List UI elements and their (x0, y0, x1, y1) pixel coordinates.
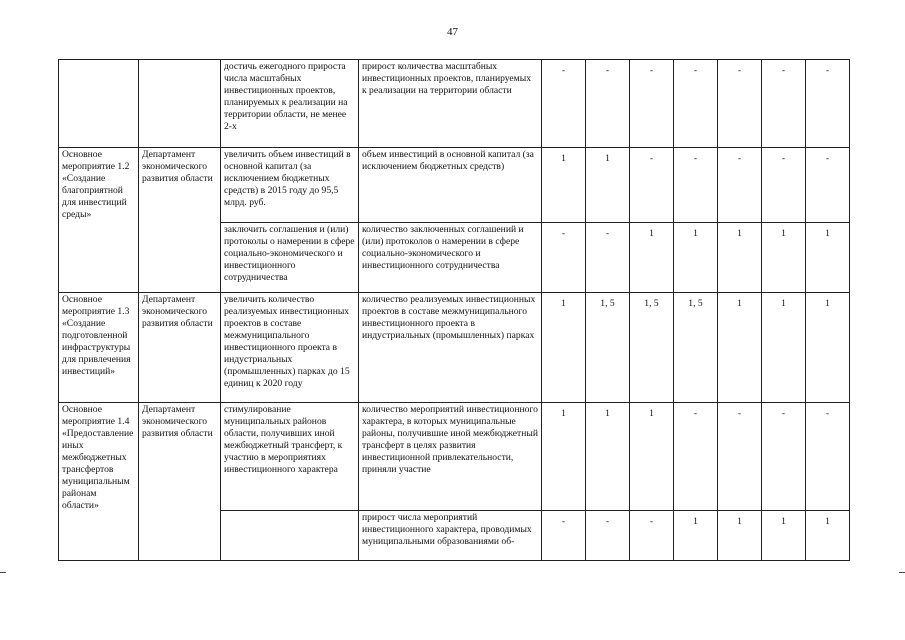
value-cell: 1 (630, 403, 674, 511)
value-cell: - (542, 223, 586, 293)
value-cell: - (762, 60, 806, 148)
value-cell: - (718, 148, 762, 223)
executor-cell: Департамент экономического развития области (139, 293, 221, 403)
indicator-cell: прирост количества масштабных инвестиционных проектов, планируемых к реализации на территории области (359, 60, 542, 148)
value-cell: - (630, 511, 674, 561)
value-cell: 1 (674, 223, 718, 293)
goal-cell: увеличить объем инвестиций в основной капитал (за исключением бюджетных средств) в 2015 году до 95,5 млрд. руб. (221, 148, 359, 223)
value-cell: - (674, 403, 718, 511)
indicator-cell: количество реализуемых инвестиционных проектов в составе межмуниципального инвестиционного проекта в индустриальных (промышленных) парках (359, 293, 542, 403)
activity-cell: Основное мероприятие 1.2 «Создание благоприятной для инвестиций среды» (59, 148, 139, 293)
value-cell: 1, 5 (586, 293, 630, 403)
value-cell: 1 (762, 293, 806, 403)
value-cell: - (630, 60, 674, 148)
value-cell: 1, 5 (674, 293, 718, 403)
value-cell: - (542, 511, 586, 561)
value-cell: - (586, 60, 630, 148)
value-cell: - (806, 60, 850, 148)
value-cell: - (806, 403, 850, 511)
value-cell: 1 (718, 293, 762, 403)
value-cell: - (762, 403, 806, 511)
activity-cell: Основное мероприятие 1.3 «Создание подготовленной инфраструктуры для привлечения инвестиций» (59, 293, 139, 403)
value-cell: - (718, 403, 762, 511)
value-cell: 1 (762, 511, 806, 561)
value-cell: - (806, 148, 850, 223)
value-cell: 1 (806, 511, 850, 561)
indicator-cell: количество мероприятий инвестиционного характера, в которых муниципальные районы, получившие иной межбюджетный трансферт в целях развития инвестиционной привлекательности, приняли участие (359, 403, 542, 511)
activity-cell: Основное мероприятие 1.4 «Предоставление иных межбюджетных трансфертов муниципальным районам области» (59, 403, 139, 561)
value-cell: - (630, 148, 674, 223)
activity-cell (59, 60, 139, 148)
executor-cell: Департамент экономического развития области (139, 148, 221, 293)
margin-mark-left (0, 572, 6, 573)
margin-mark-right (899, 572, 905, 573)
value-cell: 1 (806, 223, 850, 293)
program-activities-table (58, 59, 850, 561)
value-cell: 1 (586, 403, 630, 511)
page-number: 47 (447, 26, 458, 38)
table-row (59, 403, 850, 511)
value-cell: - (674, 148, 718, 223)
goal-cell: стимулирование муниципальных районов области, получивших иной межбюджетный трансферт, к участию в мероприятиях инвестиционного характера (221, 403, 359, 511)
value-cell: 1 (806, 293, 850, 403)
executor-cell: Департамент экономического развития области (139, 403, 221, 561)
value-cell: 1, 5 (630, 293, 674, 403)
executor-cell (139, 60, 221, 148)
value-cell: 1 (542, 403, 586, 511)
value-cell: - (586, 511, 630, 561)
value-cell: 1 (542, 148, 586, 223)
value-cell: 1 (630, 223, 674, 293)
value-cell: 1 (762, 223, 806, 293)
table-row (59, 293, 850, 403)
table-row (59, 60, 850, 148)
indicator-cell: прирост числа мероприятий инвестиционного характера, проводимых муниципальными образованиями об- (359, 511, 542, 561)
value-cell: - (718, 60, 762, 148)
value-cell: 1 (674, 511, 718, 561)
table-row (59, 148, 850, 223)
value-cell: - (674, 60, 718, 148)
indicator-cell: объем инвестиций в основной капитал (за исключением бюджетных средств) (359, 148, 542, 223)
value-cell: 1 (718, 511, 762, 561)
value-cell: 1 (542, 293, 586, 403)
value-cell: 1 (718, 223, 762, 293)
value-cell: 1 (586, 148, 630, 223)
value-cell: - (586, 223, 630, 293)
value-cell: - (542, 60, 586, 148)
goal-cell (221, 511, 359, 561)
value-cell: - (762, 148, 806, 223)
goal-cell: увеличить количество реализуемых инвестиционных проектов в составе межмуниципального инвестиционного проекта в индустриальных (промышленных) парках до 15 единиц к 2020 году (221, 293, 359, 403)
goal-cell: достичь ежегодного приростa числа масштабных инвестиционных проектов, планируемых к реализации на территории области, не менее 2-х (221, 60, 359, 148)
indicator-cell: количество заключенных соглашений и (или) протоколов о намерении в сфере социально-экономического и инвестиционного сотрудничества (359, 223, 542, 293)
goal-cell: заключить соглашения и (или) протоколы о намерении в сфере социально-экономического и инвестиционного сотрудничества (221, 223, 359, 293)
